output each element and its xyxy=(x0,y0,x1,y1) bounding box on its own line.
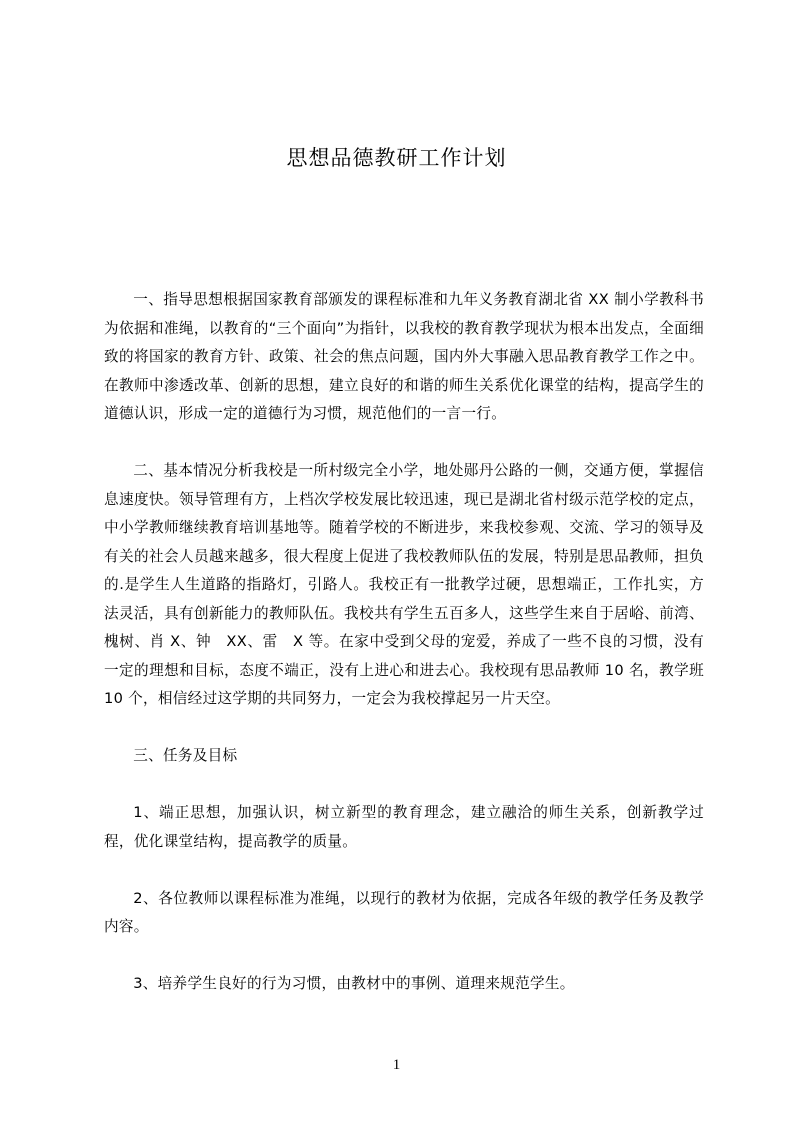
paragraph-tasks-heading: 三、任务及目标 xyxy=(133,747,238,764)
paragraph-task-2: 2、各位教师以课程标准为准绳，以现行的教材为依据，完成各年级的教学任务及教学内容。 xyxy=(104,889,704,935)
paragraph-basic-situation: 二、基本情况分析我校是一所村级完全小学，地处郧丹公路的一侧，交通方便，掌握信息速度快。领导管理有方，上档次学校发展比较迅速，现已是湖北省村级示范学校的定点，中小学教师继续教育培训基地等。随着学校的不断进步，来我校参观、交流、学习的领导及有关的社会人员越来越多，很大程度上促进了我校教师队伍的发展，特别是思品教师，担负的.是学生人生道路的指路灯，引路人。我校正有一批教学过硬，思想端正，工作扎实，方法灵活，具有创新能力的教师队伍。我校共有学生五百多人，这些学生来自于居峪、前湾、槐树、肖 X、钟 XX、雷 X 等。在家中受到父母的宠爱，养成了一些不良的习惯，没有一定的理想和目标，态度不端正，没有上进心和进去心。我校现有思品教师 10 名，教学班 10 个，相信经过这学期的共同努力，一定会为我校撑起另一片天空。 xyxy=(104,462,704,707)
paragraph-task-3: 3、培养学生良好的行为习惯，由教材中的事例、道理来规范学生。 xyxy=(133,975,575,992)
paragraph-task-1: 1、端正思想，加强认识，树立新型的教育理念，建立融洽的师生关系，创新教学过程，优化课堂结构，提高教学的质量。 xyxy=(104,804,704,850)
document-title: 思想品德教研工作计划 xyxy=(286,146,507,170)
page-number: 1 xyxy=(392,1057,401,1073)
paragraph-guiding-ideology: 一、指导思想根据国家教育部颁发的课程标准和九年义务教育湖北省 XX 制小学教科书为依据和准绳，以教育的“三个面向”为指针，以我校的教育教学现状为根本出发点，全面细致的将国家的教育方针、政策、社会的焦点问题，国内外大事融入思品教育教学工作之中。在教师中渗透改革、创新的思想，建立良好的和谐的师生关系优化课堂的结构，提高学生的道德认识，形成一定的道德行为习惯，规范他们的一言一行。 xyxy=(104,291,704,422)
document-body xyxy=(104,286,704,1027)
